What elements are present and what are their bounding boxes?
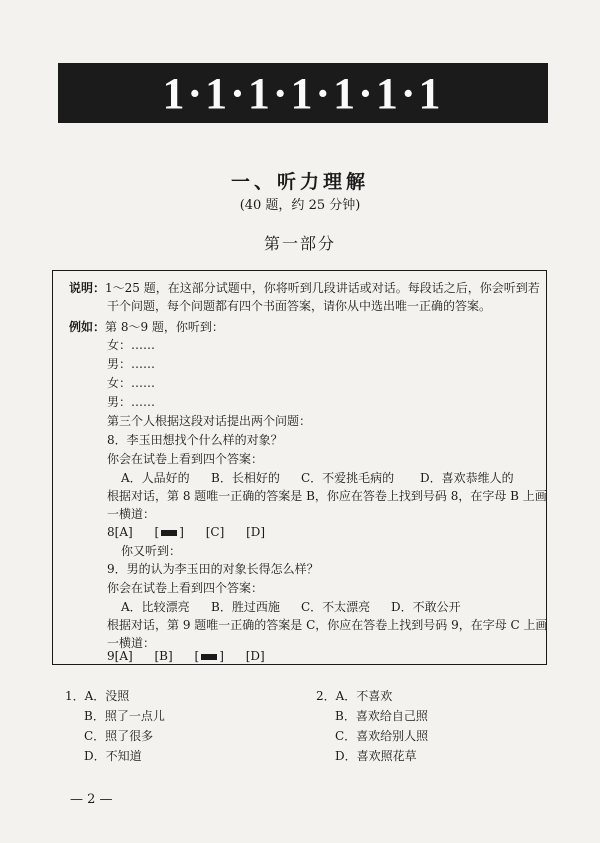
dialog-line: 女：…… xyxy=(107,376,156,390)
q1-option-c: C．照了很多 xyxy=(84,729,154,743)
q9-answer-sheet xyxy=(107,648,265,664)
q8-answer-d: [D] xyxy=(246,525,266,539)
q9-explain-2: 一横道： xyxy=(107,636,156,650)
instructions-box xyxy=(52,270,547,665)
q9-option-b: B．胜过西施 xyxy=(211,600,280,614)
q9-answer-number: 9 xyxy=(107,649,115,663)
section-subtitle: (40 题，约 25 分钟) xyxy=(239,198,361,213)
note-label: 说明： xyxy=(69,281,106,295)
q8-answer-b-marked: [ ] xyxy=(154,525,184,539)
answer-mark xyxy=(201,654,217,660)
q8-answer-c: [C] xyxy=(205,525,225,539)
q9-answer-c-marked: [ ] xyxy=(194,649,224,663)
q8-option-a: A．人品好的 xyxy=(121,471,190,485)
q8-answer-number: 8 xyxy=(107,525,115,539)
q8-answer-a: [A] xyxy=(114,525,133,539)
q1-option-b: B．照了一点儿 xyxy=(84,709,165,723)
q9-option-c: C．不太漂亮 xyxy=(301,600,371,614)
see-four-answers: 你会在试卷上看到四个答案： xyxy=(107,581,264,595)
question-9: 9．男的认为李玉田的对象长得怎么样？ xyxy=(107,562,319,576)
third-person-line: 第三个人根据这段对话提出两个问题： xyxy=(107,414,312,428)
dialog-line: 男：…… xyxy=(107,357,156,371)
example-label: 例如： xyxy=(69,320,106,334)
dialog-line: 女：…… xyxy=(107,338,156,352)
q2-option-d: D．喜欢照花草 xyxy=(335,749,417,763)
q9-option-d: D．不敢公开 xyxy=(391,600,461,614)
q9-answer-d: [D] xyxy=(245,649,265,663)
q1-number-option-a: 1．A．没照 xyxy=(65,689,130,703)
see-four-answers: 你会在试卷上看到四个答案： xyxy=(107,452,264,466)
note-line-1: 说明：1～25 题，在这部分试题中，你将听到几段讲话或对话。每段话之后，你会听到若 xyxy=(69,281,540,295)
note-line-2: 干个问题，每个问题都有四个书面答案，请你从中选出唯一正确的答案。 xyxy=(107,299,492,313)
part-title: 第一部分 xyxy=(263,234,336,253)
example-line: 例如：第 8～9 题，你听到： xyxy=(69,320,224,334)
q2-option-c: C．喜欢给别人照 xyxy=(335,729,429,743)
q9-answer-b: [B] xyxy=(154,649,173,663)
q9-answer-a: [A] xyxy=(114,649,133,663)
q9-option-a: A．比较漂亮 xyxy=(121,600,190,614)
q2-number-option-a: 2．A．不喜欢 xyxy=(316,689,393,703)
answer-mark xyxy=(161,530,177,536)
q8-option-d: D．喜欢恭维人的 xyxy=(420,471,514,485)
q8-answer-sheet xyxy=(107,524,265,540)
page-number: — 2 — xyxy=(70,792,113,807)
section-title: 一、听力理解 xyxy=(230,171,369,193)
question-8: 8．李玉田想找个什么样的对象？ xyxy=(107,433,283,447)
you-hear-again: 你又听到： xyxy=(121,544,182,558)
q8-explain-1: 根据对话，第 8 题唯一正确的答案是 B，你应在答卷上找到号码 8，在字母 B 上画 xyxy=(107,489,547,503)
q1-option-d: D．不知道 xyxy=(84,749,142,763)
banner: 1·1·1·1·1·1·1 xyxy=(58,63,548,123)
q8-option-b: B．长相好的 xyxy=(211,471,280,485)
q8-explain-2: 一横道： xyxy=(107,507,156,521)
dialog-line: 男：…… xyxy=(107,395,156,409)
q2-option-b: B．喜欢给自己照 xyxy=(335,709,428,723)
q8-option-c: C．不爱挑毛病的 xyxy=(301,471,395,485)
q9-explain-1: 根据对话，第 9 题唯一正确的答案是 C，你应在答卷上找到号码 9，在字母 C 上画 xyxy=(107,618,548,632)
